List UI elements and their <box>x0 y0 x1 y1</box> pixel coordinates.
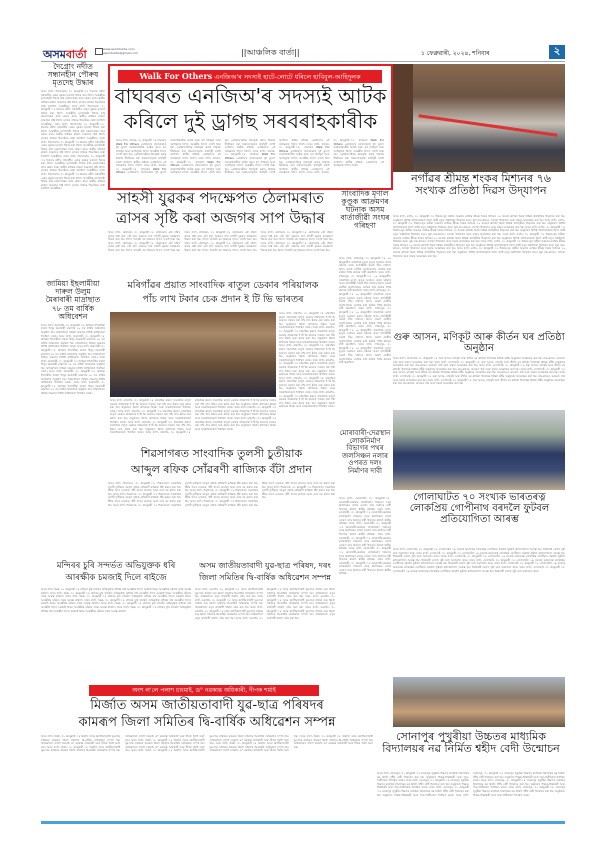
student-headline-line1: অসম জাতীয়তাবাদী যুৱ-ছাত্ৰ পৰিষদ, দৰং <box>199 561 331 570</box>
masthead <box>41 45 565 62</box>
temple-body: অসম বাৰ্তা, ডিব্ৰু, ৩১ জানুৱাৰী ঃ মন্দিৰৰ চুৰি সন্দৰ্ভত অভিযুক্তক ৰাইজে ধৰি আৰক্ষীৰ হাতত চমজাই দিয়ে। আৰক্ষীয়ে ঘটনাৰ তদন্ত আৰম্ভ কৰিছে। অসম বাৰ্তা, ডিব্ৰু, ৩১ জানুৱাৰী ঃ মন্দিৰৰ চুৰি সন্দৰ্ভত অভিযুক্তক ৰাইজে ধৰি আৰক্ষীৰ হাতত চমজাই দিয়ে। আৰক্ষীয়ে ঘটনাৰ তদন্ত আৰম্ভ কৰিছে। অসম বাৰ্তা, ডিব্ৰু, ৩১ জানুৱাৰী ঃ মন্দিৰৰ চুৰি সন্দৰ্ভত অভিযুক্তক ৰাইজে ধৰি আৰক্ষীৰ হাতত চমজাই দিয়ে। আৰক্ষীয়ে ঘটনাৰ তদন্ত আৰম্ভ কৰিছে। অসম বাৰ্তা, ডিব্ৰু, ৩১ জানুৱাৰী ঃ মন্দিৰৰ চুৰি সন্দৰ্ভত অভিযুক্তক ৰাইজে ধৰি আৰক্ষীৰ হাতত চমজাই দিয়ে। আৰক্ষীয়ে ঘটনাৰ তদন্ত আৰম্ভ কৰিছে। অসম বাৰ্তা, ডিব্ৰু, ৩১ জানুৱাৰী ঃ মন্দিৰৰ চুৰি সন্দৰ্ভত অভিযুক্তক ৰাইজে ধৰি আৰক্ষীৰ হাতত চমজাই দিয়ে। আৰক্ষীয়ে ঘটনাৰ তদন্ত আৰম্ভ কৰিছে। অসম বাৰ্তা, ডিব্ৰু, ৩১ জানুৱাৰী ঃ মন্দিৰৰ চুৰি সন্দৰ্ভত অভিযুক্তক ৰাইজে ধৰি আৰক্ষীৰ হাতত চমজাই দিয়ে। আৰক্ষীয়ে ঘটনাৰ তদন্ত আৰম্ভ কৰিছে। <box>41 588 191 613</box>
football-headline: গোলাঘাটত ৭০ সংখ্যক ভাৰতৰত্ন লোকপ্ৰিয় গোপীনাথ বৰদলৈ ফুটবল প্ৰতিযোগিতা আৰম্ভ <box>409 492 550 525</box>
award-headline-line2: আব্দুল ৰফিক সোঁৱৰণী ৰাজ্যিক বঁটা প্ৰদান <box>131 463 312 476</box>
football-body: অসম বাৰ্তা, গোলাঘাট, ৩১ জানুৱাৰী ঃ গোলাঘাটত ৭০ সংখ্যক ভাৰতৰত্ন লোকপ্ৰিয় গোপীনাথ বৰদলৈ ফুটবল প্ৰতিযোগিতা আৰম্ভ হয়। উদ্বোধনী খেলত দুটা দলে অংশগ্ৰহণ কৰে। অসম বাৰ্তা, গোলাঘাট, ৩১ জানুৱাৰী ঃ গোলাঘাটত ৭০ সংখ্যক ভাৰতৰত্ন লোকপ্ৰিয় গোপীনাথ বৰদলৈ ফুটবল প্ৰতিযোগিতা আৰম্ভ হয়। উদ্বোধনী খেলত দুটা দলে অংশগ্ৰহণ কৰে। অসম বাৰ্তা, গোলাঘাট, ৩১ জানুৱাৰী ঃ গোলাঘাটত ৭০ সংখ্যক ভাৰতৰত্ন লোকপ্ৰিয় গোপীনাথ বৰদলৈ ফুটবল প্ৰতিযোগিতা আৰম্ভ হয়। উদ্বোধনী খেলত দুটা দলে অংশগ্ৰহণ কৰে। অসম বাৰ্তা, গোলাঘাট, ৩১ জানুৱাৰী ঃ গোলাঘাটত ৭০ সংখ্যক ভাৰতৰত্ন লোকপ্ৰিয় গোপীনাথ বৰদলৈ ফুটবল প্ৰতিযোগিতা আৰম্ভ হয়। উদ্বোধনী খেলত দুটা দলে অংশগ্ৰহণ কৰে। অসম বাৰ্তা, গোলাঘাট, ৩১ জানুৱাৰী ঃ গোলাঘাটত ৭০ সংখ্যক ভাৰতৰত্ন লোকপ্ৰিয় গোপীনাথ বৰদলৈ ফুটবল প্ৰতিযোগিতা আৰম্ভ হয়। উদ্বোধনী খেলত দুটা দলে অংশগ্ৰহণ কৰে। অসম বাৰ্তা, গোলাঘাট, ৩১ জানুৱাৰী ঃ গোলাঘাটত ৭০ সংখ্যক ভাৰতৰত্ন লোকপ্ৰিয় গোপীনাথ বৰদলৈ ফুটবল প্ৰতিযোগিতা আৰম্ভ হয়। উদ্বোধনী খেলত দুটা দলে অংশগ্ৰহণ কৰে। <box>393 548 565 573</box>
contact-line1: www.asombarta.com <box>103 47 135 51</box>
newspaper-page <box>41 45 565 825</box>
ribbon <box>418 114 557 136</box>
python-headline-line2: ত্ৰাসৰ সৃষ্টি কৰা অজগৰ সাপ উদ্ধাৰ <box>116 209 325 227</box>
mirza-headline-line1: মিৰ্জাত অসম জাতীয়তাবাদী যুৱ-ছাত্ৰ পৰিষদৰ <box>90 698 324 713</box>
lead-headline-line1: বাঘবৰত এনজিঅ'ৰ সদস্যই আটক <box>114 84 387 108</box>
cheque-body-cont: অসম বাৰ্তা, মৰিগাঁও, ৩১ জানুৱাৰী ঃ মৰিগাঁৱৰ প্ৰয়াত সাংবাদিক ৰাতুল ডেকাৰ পৰিয়ালক ই টি ভি ভাৰতৰ তৰফৰ পৰা পাঁচ লাখ টকাৰ চেক প্ৰদান কৰা হয়। অনুষ্ঠানত জিলা প্ৰশাসনৰ বিষয়া আৰু সাংবাদিকসকল উপস্থিত থাকে। অসম বাৰ্তা, মৰিগাঁও, ৩১ জানুৱাৰী ঃ মৰিগাঁৱৰ প্ৰয়াত সাংবাদিক ৰাতুল ডেকাৰ পৰিয়ালক ই টি ভি ভাৰতৰ তৰফৰ পৰা পাঁচ লাখ টকাৰ চেক প্ৰদান কৰা হয়। অনুষ্ঠানত জিলা প্ৰশাসনৰ বিষয়া আৰু সাংবাদিকসকল উপস্থিত থাকে। অসম বাৰ্তা, মৰিগাঁও, ৩১ জানুৱাৰী ঃ মৰিগাঁৱৰ প্ৰয়াত সাংবাদিক ৰাতুল ডেকাৰ পৰিয়ালক ই টি ভি ভাৰতৰ তৰফৰ পৰা পাঁচ লাখ টকাৰ চেক প্ৰদান কৰা হয়। অনুষ্ঠানত জিলা প্ৰশাসনৰ বিষয়া আৰু সাংবাদিকসকল উপস্থিত থাকে। অসম বাৰ্তা, মৰিগাঁও, ৩১ জানুৱাৰী ঃ মৰিগাঁৱৰ প্ৰয়াত সাংবাদিক ৰাতুল ডেকাৰ পৰিয়ালক ই টি ভি ভাৰতৰ তৰফৰ পৰা পাঁচ লাখ টকাৰ চেক প্ৰদান কৰা হয়। অনুষ্ঠানত জিলা প্ৰশাসনৰ বিষয়া আৰু সাংবাদিকসকল উপস্থিত থাকে। অসম বাৰ্তা, মৰিগাঁও, ৩১ জানুৱাৰী ঃ মৰিগাঁৱৰ প্ৰয়াত সাংবাদিক ৰাতুল ডেকাৰ পৰিয়ালক ই টি ভি ভাৰতৰ তৰফৰ পৰা পাঁচ লাখ টকাৰ চেক প্ৰদান কৰা হয়। অনুষ্ঠানত জিলা প্ৰশাসনৰ বিষয়া আৰু সাংবাদিকসকল উপস্থিত থাকে। অসম বাৰ্তা, মৰিগাঁও, ৩১ জানুৱাৰী ঃ মৰিগাঁৱৰ প্ৰয়াত সাংবাদিক ৰাতুল ডেকাৰ পৰিয়ালক ই টি ভি ভাৰতৰ তৰফৰ পৰা পাঁচ লাখ টকাৰ চেক প্ৰদান কৰা হয়। অনুষ্ঠানত জিলা প্ৰশাসনৰ বিষয়া আৰু সাংবাদিকসকল উপস্থিত থাকে। <box>279 312 335 409</box>
python-headline-line1: সাহসী যুৱকৰ পদক্ষেপত ঠেলামৰাত <box>117 189 324 207</box>
award-body: অসম বাৰ্তা, শিৱসাগৰ, ৩১ জানুৱাৰী ঃ শিৱসাগৰত সাংবাদিক তুলসী চুতীয়াক আব্দুল ৰফিক সোঁৱৰণী ৰাজ্যিক বঁটা প্ৰদান কৰা হয়। বঁটাৰ লগত মানপত্ৰ, সঁচী পাতৰ মানপত্ৰ আৰু নগদ ধন প্ৰদান কৰা হয়। অসম বাৰ্তা, শিৱসাগৰ, ৩১ জানুৱাৰী ঃ শিৱসাগৰত সাংবাদিক তুলসী চুতীয়াক আব্দুল ৰফিক সোঁৱৰণী ৰাজ্যিক বঁটা প্ৰদান কৰা হয়। বঁটাৰ লগত মানপত্ৰ, সঁচী পাতৰ মানপত্ৰ আৰু নগদ ধন প্ৰদান কৰা হয়। অসম বাৰ্তা, শিৱসাগৰ, ৩১ জানুৱাৰী ঃ শিৱসাগৰত সাংবাদিক তুলসী চুতীয়াক আব্দুল ৰফিক সোঁৱৰণী ৰাজ্যিক বঁটা প্ৰদান কৰা হয়। বঁটাৰ লগত মানপত্ৰ, সঁচী পাতৰ মানপত্ৰ আৰু নগদ ধন প্ৰদান কৰা হয়। অসম বাৰ্তা, শিৱসাগৰ, ৩১ জানুৱাৰী ঃ শিৱসাগৰত সাংবাদিক তুলসী চুতীয়াক আব্দুল ৰফিক সোঁৱৰণী ৰাজ্যিক বঁটা প্ৰদান কৰা হয়। বঁটাৰ লগত মানপত্ৰ, সঁচী পাতৰ মানপত্ৰ আৰু নগদ ধন প্ৰদান কৰা হয়। অসম বাৰ্তা, শিৱসাগৰ, ৩১ জানুৱাৰী ঃ শিৱসাগৰত সাংবাদিক তুলসী চুতীয়াক আব্দুল ৰফিক সোঁৱৰণী ৰাজ্যিক বঁটা প্ৰদান কৰা হয়। বঁটাৰ লগত মানপত্ৰ, সঁচী পাতৰ মানপত্ৰ আৰু নগদ ধন প্ৰদান কৰা হয়। অসম বাৰ্তা, শিৱসাগৰ, ৩১ জানুৱাৰী ঃ শিৱসাগৰত সাংবাদিক তুলসী চুতীয়াক আব্দুল ৰফিক সোঁৱৰণী ৰাজ্যিক বঁটা প্ৰদান কৰা হয়। বঁটাৰ লগত মানপত্ৰ, সঁচী পাতৰ মানপত্ৰ আৰু নগদ ধন প্ৰদান কৰা হয়। <box>108 482 335 507</box>
left-story2-body: অসম বাৰ্তা, মৈৰাবাৰী, ৩১ জানুৱাৰী ঃ জামিয়া ইছলামীয়া দাৰুল উলুম মৈৰাবাৰী মাদ্ৰাছাৰ ৭৮ তম বাৰ্ষিক অধিবেশন অনুষ্ঠিত হয়। অধিবেশনত বিভিন্ন অঞ্চলৰ বিশিষ্ট ব্যক্তিসকল উপস্থিত থাকে। অসম বাৰ্তা, মৈৰাবাৰী, ৩১ জানুৱাৰী ঃ জামিয়া ইছলামীয়া দাৰুল উলুম মৈৰাবাৰী মাদ্ৰাছাৰ ৭৮ তম বাৰ্ষিক অধিবেশন অনুষ্ঠিত হয়। অধিবেশনত বিভিন্ন অঞ্চলৰ বিশিষ্ট ব্যক্তিসকল উপস্থিত থাকে। অসম বাৰ্তা, মৈৰাবাৰী, ৩১ জানুৱাৰী ঃ জামিয়া ইছলামীয়া দাৰুল উলুম মৈৰাবাৰী মাদ্ৰাছাৰ ৭৮ তম বাৰ্ষিক অধিবেশন অনুষ্ঠিত হয়। অধিবেশনত বিভিন্ন অঞ্চলৰ বিশিষ্ট ব্যক্তিসকল উপস্থিত থাকে। অসম বাৰ্তা, মৈৰাবাৰী, ৩১ জানুৱাৰী ঃ জামিয়া ইছলামীয়া দাৰুল উলুম মৈৰাবাৰী মাদ্ৰাছাৰ ৭৮ তম বাৰ্ষিক অধিবেশন অনুষ্ঠিত হয়। অধিবেশনত বিভিন্ন অঞ্চলৰ বিশিষ্ট ব্যক্তিসকল উপস্থিত থাকে। অসম বাৰ্তা, মৈৰাবাৰী, ৩১ জানুৱাৰী ঃ জামিয়া ইছলামীয়া দাৰুল উলুম মৈৰাবাৰী মাদ্ৰাছাৰ ৭৮ তম বাৰ্ষিক অধিবেশন অনুষ্ঠিত হয়। অধিবেশনত বিভিন্ন অঞ্চলৰ বিশিষ্ট ব্যক্তিসকল উপস্থিত থাকে। অসম বাৰ্তা, মৈৰাবাৰী, ৩১ জানুৱাৰী ঃ জামিয়া ইছলামীয়া দাৰুল উলুম মৈৰাবাৰী মাদ্ৰাছাৰ ৭৮ তম বাৰ্ষিক অধিবেশন অনুষ্ঠিত হয়। অধিবেশনত বিভিন্ন অঞ্চলৰ বিশিষ্ট ব্যক্তিসকল উপস্থিত থাকে। <box>41 323 105 396</box>
cheque-body: অসম বাৰ্তা, মৰিগাঁও, ৩১ জানুৱাৰী ঃ মৰিগাঁৱৰ প্ৰয়াত সাংবাদিক ৰাতুল ডেকাৰ পৰিয়ালক ই টি ভি ভাৰতৰ তৰফৰ পৰা পাঁচ লাখ টকাৰ চেক প্ৰদান কৰা হয়। অনুষ্ঠানত জিলা প্ৰশাসনৰ বিষয়া আৰু সাংবাদিকসকল উপস্থিত থাকে। অসম বাৰ্তা, মৰিগাঁও, ৩১ জানুৱাৰী ঃ মৰিগাঁৱৰ প্ৰয়াত সাংবাদিক ৰাতুল ডেকাৰ পৰিয়ালক ই টি ভি ভাৰতৰ তৰফৰ পৰা পাঁচ লাখ টকাৰ চেক প্ৰদান কৰা হয়। অনুষ্ঠানত জিলা প্ৰশাসনৰ বিষয়া আৰু সাংবাদিকসকল উপস্থিত থাকে। অসম বাৰ্তা, মৰিগাঁও, ৩১ জানুৱাৰী ঃ মৰিগাঁৱৰ প্ৰয়াত সাংবাদিক ৰাতুল ডেকাৰ পৰিয়ালক ই টি ভি ভাৰতৰ তৰফৰ পৰা পাঁচ লাখ টকাৰ চেক প্ৰদান কৰা হয়। অনুষ্ঠানত জিলা প্ৰশাসনৰ বিষয়া আৰু সাংবাদিকসকল উপস্থিত থাকে। অসম বাৰ্তা, মৰিগাঁও, ৩১ জানুৱাৰী ঃ মৰিগাঁৱৰ প্ৰয়াত সাংবাদিক ৰাতুল ডেকাৰ পৰিয়ালক ই টি ভি ভাৰতৰ তৰফৰ পৰা পাঁচ লাখ টকাৰ চেক প্ৰদান কৰা হয়। অনুষ্ঠানত জিলা প্ৰশাসনৰ বিষয়া আৰু সাংবাদিকসকল উপস্থিত থাকে। অসম বাৰ্তা, মৰিগাঁও, ৩১ জানুৱাৰী ঃ মৰিগাঁৱৰ প্ৰয়াত সাংবাদিক ৰাতুল ডেকাৰ পৰিয়ালক ই টি ভি ভাৰতৰ তৰফৰ পৰা পাঁচ লাখ টকাৰ চেক প্ৰদান কৰা হয়। অনুষ্ঠানত জিলা প্ৰশাসনৰ বিষয়া আৰু সাংবাদিকসকল উপস্থিত থাকে। অসম বাৰ্তা, মৰিগাঁও, ৩১ জানুৱাৰী ঃ মৰিগাঁৱৰ প্ৰয়াত সাংবাদিক ৰাতুল ডেকাৰ পৰিয়ালক ই টি ভি ভাৰতৰ তৰফৰ পৰা পাঁচ লাখ টকাৰ চেক প্ৰদান কৰা হয়। অনুষ্ঠানত জিলা প্ৰশাসনৰ বিষয়া আৰু সাংবাদিকসকল উপস্থিত থাকে। <box>110 399 276 435</box>
lead-headline-line2: কৰিলে দুই ড্ৰাগছ সৰবৰাহকাৰীক <box>123 109 378 133</box>
right-top-body: অসম বাৰ্তা, নগাঁও, ৩১ জানুৱাৰী ঃ উজান-পুৰ সত্ৰীয়া অঞ্চলৰ নগাঁৱৰ শ্ৰীমন্ত শংকৰ মিশ্যনৰ ৭৬ সংখ্যক প্ৰতিষ্ঠা দিৱস বিভিন্ন কাৰ্যসূচীৰে উদ্‌যাপন কৰা হয়। অনুষ্ঠানত বিশিষ্ট অতিথিসকলে ফিতা কাটি নতুন অট্টালিকা উদ্বোধন কৰে। পুৱা নাম-প্ৰসংগ, পতাকা উত্তোলন আৰু সভাৰ আয়োজন কৰা হয়। অসম বাৰ্তা, নগাঁও, ৩১ জানুৱাৰী ঃ উজান-পুৰ সত্ৰীয়া অঞ্চলৰ নগাঁৱৰ শ্ৰীমন্ত শংকৰ মিশ্যনৰ ৭৬ সংখ্যক প্ৰতিষ্ঠা দিৱস বিভিন্ন কাৰ্যসূচীৰে উদ্‌যাপন কৰা হয়। অনুষ্ঠানত বিশিষ্ট অতিথিসকলে ফিতা কাটি নতুন অট্টালিকা উদ্বোধন কৰে। পুৱা নাম-প্ৰসংগ, পতাকা উত্তোলন আৰু সভাৰ আয়োজন কৰা হয়। অসম বাৰ্তা, নগাঁও, ৩১ জানুৱাৰী ঃ উজান-পুৰ সত্ৰীয়া অঞ্চলৰ নগাঁৱৰ শ্ৰীমন্ত শংকৰ মিশ্যনৰ ৭৬ সংখ্যক প্ৰতিষ্ঠা দিৱস বিভিন্ন কাৰ্যসূচীৰে উদ্‌যাপন কৰা হয়। অনুষ্ঠানত বিশিষ্ট অতিথিসকলে ফিতা কাটি নতুন অট্টালিকা উদ্বোধন কৰে। পুৱা নাম-প্ৰসংগ, পতাকা উত্তোলন আৰু সভাৰ আয়োজন কৰা হয়। অসম বাৰ্তা, নগাঁও, ৩১ জানুৱাৰী ঃ উজান-পুৰ সত্ৰীয়া অঞ্চলৰ নগাঁৱৰ শ্ৰীমন্ত শংকৰ মিশ্যনৰ ৭৬ সংখ্যক প্ৰতিষ্ঠা দিৱস বিভিন্ন কাৰ্যসূচীৰে উদ্‌যাপন কৰা হয়। অনুষ্ঠানত বিশিষ্ট অতিথিসকলে ফিতা কাটি নতুন অট্টালিকা উদ্বোধন কৰে। পুৱা নাম-প্ৰসংগ, পতাকা উত্তোলন আৰু সভাৰ আয়োজন কৰা হয়। অসম বাৰ্তা, নগাঁও, ৩১ জানুৱাৰী ঃ উজান-পুৰ সত্ৰীয়া অঞ্চলৰ নগাঁৱৰ শ্ৰীমন্ত শংকৰ মিশ্যনৰ ৭৬ সংখ্যক প্ৰতিষ্ঠা দিৱস বিভিন্ন কাৰ্যসূচীৰে উদ্‌যাপন কৰা হয়। অনুষ্ঠানত বিশিষ্ট অতিথিসকলে ফিতা কাটি নতুন অট্টালিকা উদ্বোধন কৰে। পুৱা নাম-প্ৰসংগ, পতাকা উত্তোলন আৰু সভাৰ আয়োজন কৰা হয়। অসম বাৰ্তা, নগাঁও, ৩১ জানুৱাৰী ঃ উজান-পুৰ সত্ৰীয়া অঞ্চলৰ নগাঁৱৰ শ্ৰীমন্ত শংকৰ মিশ্যনৰ ৭৬ সংখ্যক প্ৰতিষ্ঠা দিৱস বিভিন্ন কাৰ্যসূচীৰে উদ্‌যাপন কৰা হয়। অনুষ্ঠানত বিশিষ্ট অতিথিসকলে ফিতা কাটি নতুন অট্টালিকা উদ্বোধন কৰে। পুৱা নাম-প্ৰসংগ, পতাকা উত্তোলন আৰু সভাৰ আয়োজন কৰা হয়। <box>393 215 565 258</box>
cheque-headline-line2: পাঁচ লাখ টকাৰ চেক প্ৰদান ই টি ভি ভাৰতৰ <box>142 294 304 305</box>
student-headline-line2: জিলা সমিতিৰ দ্বি-বাৰ্ষিক অধিৱেশন সম্পন্ন <box>199 573 331 582</box>
award-headline-line1: শিৱসাগৰত সাংবাদিক তুলসী চুতীয়াক <box>140 447 303 460</box>
left-story1-headline: দৈগ্ৰোং নদীত সন্ধানহীন পৌৰুষ মৃতদেহ উদ্ধাৰ <box>47 62 99 88</box>
left-story2-headline: জামিয়া ইছলামীয়া দাৰুল উলুম মৈৰাবাৰী মাদ্ৰাছাত ৭৮ তম বাৰ্ষিক অধিবেশন <box>45 279 101 321</box>
mirza-kicker: অংশ ল'লে পলাশ চাংমাই, ড° নৱকান্ত অধিকাৰী, দীপক শৰ্মাই <box>89 685 319 696</box>
inauguration-photo <box>393 64 565 172</box>
road-body: অসম বাৰ্তা, মোৰাবাৰী, ৩১ জানুৱাৰী ঃ মোৰাবাৰী-দেৱস্থান লোকনিৰ্মাণ বিভাগৰ পথৰ জলসিঞ্চন নলাৰ ওপৰত দলং নিৰ্মাণৰ দাবী উত্থাপন কৰিছে স্থানীয় ৰাইজে। অসম বাৰ্তা, মোৰাবাৰী, ৩১ জানুৱাৰী ঃ মোৰাবাৰী-দেৱস্থান লোকনিৰ্মাণ বিভাগৰ পথৰ জলসিঞ্চন নলাৰ ওপৰত দলং নিৰ্মাণৰ দাবী উত্থাপন কৰিছে স্থানীয় ৰাইজে। অসম বাৰ্তা, মোৰাবাৰী, ৩১ জানুৱাৰী ঃ মোৰাবাৰী-দেৱস্থান লোকনিৰ্মাণ বিভাগৰ পথৰ জলসিঞ্চন নলাৰ ওপৰত দলং নিৰ্মাণৰ দাবী উত্থাপন কৰিছে স্থানীয় ৰাইজে। অসম বাৰ্তা, মোৰাবাৰী, ৩১ জানুৱাৰী ঃ মোৰাবাৰী-দেৱস্থান লোকনিৰ্মাণ বিভাগৰ পথৰ জলসিঞ্চন নলাৰ ওপৰত দলং নিৰ্মাণৰ দাবী উত্থাপন কৰিছে স্থানীয় ৰাইজে। অসম বাৰ্তা, মোৰাবাৰী, ৩১ জানুৱাৰী ঃ মোৰাবাৰী-দেৱস্থান লোকনিৰ্মাণ বিভাগৰ পথৰ জলসিঞ্চন নলাৰ ওপৰত দলং নিৰ্মাণৰ দাবী উত্থাপন কৰিছে স্থানীয় ৰাইজে। অসম বাৰ্তা, মোৰাবাৰী, ৩১ জানুৱাৰী ঃ মোৰাবাৰী-দেৱস্থান লোকনিৰ্মাণ বিভাগৰ পথৰ জলসিঞ্চন নলাৰ ওপৰত দলং নিৰ্মাণৰ দাবী উত্থাপন কৰিছে স্থানীয় ৰাইজে। <box>339 497 391 576</box>
kicker-english: Walk For Others <box>139 71 213 81</box>
football-team-photo <box>393 410 565 490</box>
sonapur-photo <box>393 677 565 727</box>
mail-icon <box>95 48 103 55</box>
issue-date: ১ ফেব্ৰুৱাৰী, ২০২৪, শনিবাৰ <box>421 50 490 57</box>
page-number: ২ <box>549 45 565 59</box>
left-column <box>41 63 105 603</box>
lead-story-box <box>108 64 393 190</box>
rally-headline: গুৰু আসন, মণিকূট আৰু কীৰ্তন ঘৰ প্ৰতিষ্ঠা অনুষ্ঠান <box>393 332 565 354</box>
journalist-headline: সাংবাদিক মৃণাল কুণ্ডুক আক্ৰমণৰ ঘটনাক অসম বাৰ্তাজীৱী সংঘৰ গৰিহণা <box>340 189 390 231</box>
python-body: অসম বাৰ্তা, ঠেলামৰা, ৩১ জানুৱাৰী ঃ ঠেলামৰাৰ এটা গাঁৱত ত্ৰাসৰ সৃষ্টি কৰা এটা বৃহৎ অজগৰ সাপ সাহসী যুৱকৰ পদক্ষেপত উদ্ধাৰ কৰা হয়। পিছত সাপটো বন বিভাগৰ হাতত গতাই দিয়া হয়। অসম বাৰ্তা, ঠেলামৰা, ৩১ জানুৱাৰী ঃ ঠেলামৰাৰ এটা গাঁৱত ত্ৰাসৰ সৃষ্টি কৰা এটা বৃহৎ অজগৰ সাপ সাহসী যুৱকৰ পদক্ষেপত উদ্ধাৰ কৰা হয়। পিছত সাপটো বন বিভাগৰ হাতত গতাই দিয়া হয়। অসম বাৰ্তা, ঠেলামৰা, ৩১ জানুৱাৰী ঃ ঠেলামৰাৰ এটা গাঁৱত ত্ৰাসৰ সৃষ্টি কৰা এটা বৃহৎ অজগৰ সাপ সাহসী যুৱকৰ পদক্ষেপত উদ্ধাৰ কৰা হয়। পিছত সাপটো বন বিভাগৰ হাতত গতাই দিয়া হয়। অসম বাৰ্তা, ঠেলামৰা, ৩১ জানুৱাৰী ঃ ঠেলামৰাৰ এটা গাঁৱত ত্ৰাসৰ সৃষ্টি কৰা এটা বৃহৎ অজগৰ সাপ সাহসী যুৱকৰ পদক্ষেপত উদ্ধাৰ কৰা হয়। পিছত সাপটো বন বিভাগৰ হাতত গতাই দিয়া হয়। অসম বাৰ্তা, ঠেলামৰা, ৩১ জানুৱাৰী ঃ ঠেলামৰাৰ এটা গাঁৱত ত্ৰাসৰ সৃষ্টি কৰা এটা বৃহৎ অজগৰ সাপ সাহসী যুৱকৰ পদক্ষেপত উদ্ধাৰ কৰা হয়। পিছত সাপটো বন বিভাগৰ হাতত গতাই দিয়া হয়। অসম বাৰ্তা, ঠেলামৰা, ৩১ জানুৱাৰী ঃ ঠেলামৰাৰ এটা গাঁৱত ত্ৰাসৰ সৃষ্টি কৰা এটা বৃহৎ অজগৰ সাপ সাহসী যুৱকৰ পদক্ষেপত উদ্ধাৰ কৰা হয়। পিছত সাপটো বন বিভাগৰ হাতত গতাই দিয়া হয়। <box>108 231 333 252</box>
sonapur-body: অসম বাৰ্তা, সোনাপুৰ, ৩১ জানুৱাৰী ঃ সোনাপুৰ পুখুৰীয়া উচ্চতৰ মাধ্যমিক বিদ্যালয়ৰ নৱ নিৰ্মিত শ্বহীদ বেদী উন্মোচন কৰা হয়। অনুষ্ঠানত শিক্ষক-শিক্ষয়িত্ৰী আৰু ছাত্ৰ-ছাত্ৰীসকল উপস্থিত থাকে। অসম বাৰ্তা, সোনাপুৰ, ৩১ জানুৱাৰী ঃ সোনাপুৰ পুখুৰীয়া উচ্চতৰ মাধ্যমিক বিদ্যালয়ৰ নৱ নিৰ্মিত শ্বহীদ বেদী উন্মোচন কৰা হয়। অনুষ্ঠানত শিক্ষক-শিক্ষয়িত্ৰী আৰু ছাত্ৰ-ছাত্ৰীসকল উপস্থিত থাকে। অসম বাৰ্তা, সোনাপুৰ, ৩১ জানুৱাৰী ঃ সোনাপুৰ পুখুৰীয়া উচ্চতৰ মাধ্যমিক বিদ্যালয়ৰ নৱ নিৰ্মিত শ্বহীদ বেদী উন্মোচন কৰা হয়। অনুষ্ঠানত শিক্ষক-শিক্ষয়িত্ৰী আৰু ছাত্ৰ-ছাত্ৰীসকল উপস্থিত থাকে। অসম বাৰ্তা, সোনাপুৰ, ৩১ জানুৱাৰী ঃ সোনাপুৰ পুখুৰীয়া উচ্চতৰ মাধ্যমিক বিদ্যালয়ৰ নৱ নিৰ্মিত শ্বহীদ বেদী উন্মোচন কৰা হয়। অনুষ্ঠানত শিক্ষক-শিক্ষয়িত্ৰী আৰু ছাত্ৰ-ছাত্ৰীসকল উপস্থিত থাকে। অসম বাৰ্তা, সোনাপুৰ, ৩১ জানুৱাৰী ঃ সোনাপুৰ পুখুৰীয়া উচ্চতৰ মাধ্যমিক বিদ্যালয়ৰ নৱ নিৰ্মিত শ্বহীদ বেদী উন্মোচন কৰা হয়। অনুষ্ঠানত শিক্ষক-শিক্ষয়িত্ৰী আৰু ছাত্ৰ-ছাত্ৰীসকল উপস্থিত থাকে। অসম বাৰ্তা, সোনাপুৰ, ৩১ জানুৱাৰী ঃ সোনাপুৰ পুখুৰীয়া উচ্চতৰ মাধ্যমিক বিদ্যালয়ৰ নৱ নিৰ্মিত শ্বহীদ বেদী উন্মোচন কৰা হয়। অনুষ্ঠানত শিক্ষক-শিক্ষয়িত্ৰী আৰু ছাত্ৰ-ছাত্ৰীসকল উপস্থিত থাকে। <box>377 772 565 797</box>
journalist-body: অসম বাৰ্তা, লখিমপুৰ, ৩১ জানুৱাৰী ঃ ২৯ জানুৱাৰীত সাংবাদিক মৃণাল কুণ্ডুক আক্ৰমণ কৰাৰ ঘটনাক অসম বাৰ্তাজীৱী সংঘই তীব্ৰ গৰিহণা দিছে। সংঘই দোষীক অনতিপলমে গ্ৰেপ্তাৰ কৰি কঠোৰ শাস্তি প্ৰদানৰ দাবী জনাইছে। অসম বাৰ্তা, লখিমপুৰ, ৩১ জানুৱাৰী ঃ ২৯ জানুৱাৰীত সাংবাদিক মৃণাল কুণ্ডুক আক্ৰমণ কৰাৰ ঘটনাক অসম বাৰ্তাজীৱী সংঘই তীব্ৰ গৰিহণা দিছে। সংঘই দোষীক অনতিপলমে গ্ৰেপ্তাৰ কৰি কঠোৰ শাস্তি প্ৰদানৰ দাবী জনাইছে। অসম বাৰ্তা, লখিমপুৰ, ৩১ জানুৱাৰী ঃ ২৯ জানুৱাৰীত সাংবাদিক মৃণাল কুণ্ডুক আক্ৰমণ কৰাৰ ঘটনাক অসম বাৰ্তাজীৱী সংঘই তীব্ৰ গৰিহণা দিছে। সংঘই দোষীক অনতিপলমে গ্ৰেপ্তাৰ কৰি কঠোৰ শাস্তি প্ৰদানৰ দাবী জনাইছে। অসম বাৰ্তা, লখিমপুৰ, ৩১ জানুৱাৰী ঃ ২৯ জানুৱাৰীত সাংবাদিক মৃণাল কুণ্ডুক আক্ৰমণ কৰাৰ ঘটনাক অসম বাৰ্তাজীৱী সংঘই তীব্ৰ গৰিহণা দিছে। সংঘই দোষীক অনতিপলমে গ্ৰেপ্তাৰ কৰি কঠোৰ শাস্তি প্ৰদানৰ দাবী জনাইছে। অসম বাৰ্তা, লখিমপুৰ, ৩১ জানুৱাৰী ঃ ২৯ জানুৱাৰীত সাংবাদিক মৃণাল কুণ্ডুক আক্ৰমণ কৰাৰ ঘটনাক অসম বাৰ্তাজীৱী সংঘই তীব্ৰ গৰিহণা দিছে। সংঘই দোষীক অনতিপলমে গ্ৰেপ্তাৰ কৰি কঠোৰ শাস্তি প্ৰদানৰ দাবী জনাইছে। অসম বাৰ্তা, লখিমপুৰ, ৩১ জানুৱাৰী ঃ ২৯ জানুৱাৰীত সাংবাদিক মৃণাল কুণ্ডুক আক্ৰমণ কৰাৰ ঘটনাক অসম বাৰ্তাজীৱী সংঘই তীব্ৰ গৰিহণা দিছে। সংঘই দোষীক অনতিপলমে গ্ৰেপ্তাৰ কৰি কঠোৰ শাস্তি প্ৰদানৰ দাবী জনাইছে। <box>339 257 391 365</box>
student-body: অসম বাৰ্তা, মঙলদৈ, ৩১ জানুৱাৰী ঃ অসম জাতীয়তাবাদী যুৱ-ছাত্ৰ পৰিষদ দৰং জিলা সমিতিৰ দ্বি-বাৰ্ষিক অধিৱেশন সম্পন্ন হয়। অধিৱেশনত নতুন কাৰ্যবাহী সমিতি গঠন কৰা হয়। অসম বাৰ্তা, মঙলদৈ, ৩১ জানুৱাৰী ঃ অসম জাতীয়তাবাদী যুৱ-ছাত্ৰ পৰিষদ দৰং জিলা সমিতিৰ দ্বি-বাৰ্ষিক অধিৱেশন সম্পন্ন হয়। অধিৱেশনত নতুন কাৰ্যবাহী সমিতি গঠন কৰা হয়। অসম বাৰ্তা, মঙলদৈ, ৩১ জানুৱাৰী ঃ অসম জাতীয়তাবাদী যুৱ-ছাত্ৰ পৰিষদ দৰং জিলা সমিতিৰ দ্বি-বাৰ্ষিক অধিৱেশন সম্পন্ন হয়। অধিৱেশনত নতুন কাৰ্যবাহী সমিতি গঠন কৰা হয়। অসম বাৰ্তা, মঙলদৈ, ৩১ জানুৱাৰী ঃ অসম জাতীয়তাবাদী যুৱ-ছাত্ৰ পৰিষদ দৰং জিলা সমিতিৰ দ্বি-বাৰ্ষিক অধিৱেশন সম্পন্ন হয়। অধিৱেশনত নতুন কাৰ্যবাহী সমিতি গঠন কৰা হয়। অসম বাৰ্তা, মঙলদৈ, ৩১ জানুৱাৰী ঃ অসম জাতীয়তাবাদী যুৱ-ছাত্ৰ পৰিষদ দৰং জিলা সমিতিৰ দ্বি-বাৰ্ষিক অধিৱেশন সম্পন্ন হয়। অধিৱেশনত নতুন কাৰ্যবাহী সমিতি গঠন কৰা হয়। অসম বাৰ্তা, মঙলদৈ, ৩১ জানুৱাৰী ঃ অসম জাতীয়তাবাদী যুৱ-ছাত্ৰ পৰিষদ দৰং জিলা সমিতিৰ দ্বি-বাৰ্ষিক অধিৱেশন সম্পন্ন হয়। অধিৱেশনত নতুন কাৰ্যবাহী সমিতি গঠন কৰা হয়। <box>195 588 335 620</box>
lead-body: অসম বাৰ্তা, বাঘবৰ, ৩১ জানুৱাৰী ঃ বাঘবৰত Walk For Others এনজিঅ'ৰ সদস্যসকলে দুই ড্ৰাগছ সৰবৰাহকাৰীক আটক কৰে। ধৃত হাবিবুল আৰু আহিদুলক পিছত আৰক্ষীৰ হাতত গতাই দিয়া হয়। এনজিঅ'টোৱে নিচাযুক্ত দ্ৰব্যৰ বিৰুদ্ধে দীৰ্ঘদিনৰ পৰা সজাগতামূলক কাৰ্যসূচী চলাই আহিছে। স্থানীয় ৰাইজে এনজিঅ'ৰ এই পদক্ষেপক শলাগ লৈছে। অসম বাৰ্তা, বাঘবৰ, ৩১ জানুৱাৰী ঃ বাঘবৰত Walk For Others এনজিঅ'ৰ সদস্যসকলে দুই ড্ৰাগছ সৰবৰাহকাৰীক আটক কৰে। ধৃত হাবিবুল আৰু আহিদুলক পিছত আৰক্ষীৰ হাতত গতাই দিয়া হয়। এনজিঅ'টোৱে নিচাযুক্ত দ্ৰব্যৰ বিৰুদ্ধে দীৰ্ঘদিনৰ পৰা সজাগতামূলক কাৰ্যসূচী চলাই আহিছে। স্থানীয় ৰাইজে এনজিঅ'ৰ এই পদক্ষেপক শলাগ লৈছে। অসম বাৰ্তা, বাঘবৰ, ৩১ জানুৱাৰী ঃ বাঘবৰত Walk For Others এনজিঅ'ৰ সদস্যসকলে দুই ড্ৰাগছ সৰবৰাহকাৰীক আটক কৰে। ধৃত হাবিবুল আৰু আহিদুলক পিছত আৰক্ষীৰ হাতত গতাই দিয়া হয়। এনজিঅ'টোৱে নিচাযুক্ত দ্ৰব্যৰ বিৰুদ্ধে দীৰ্ঘদিনৰ পৰা সজাগতামূলক কাৰ্যসূচী চলাই আহিছে। স্থানীয় ৰাইজে এনজিঅ'ৰ এই পদক্ষেপক শলাগ লৈছে। অসম বাৰ্তা, বাঘবৰ, ৩১ জানুৱাৰী ঃ বাঘবৰত Walk For Others এনজিঅ'ৰ সদস্যসকলে দুই ড্ৰাগছ সৰবৰাহকাৰীক আটক কৰে। ধৃত হাবিবুল আৰু আহিদুলক পিছত আৰক্ষীৰ হাতত গতাই দিয়া হয়। এনজিঅ'টোৱে নিচাযুক্ত দ্ৰব্যৰ বিৰুদ্ধে দীৰ্ঘদিনৰ পৰা সজাগতামূলক কাৰ্যসূচী চলাই আহিছে। স্থানীয় ৰাইজে এনজিঅ'ৰ এই পদক্ষেপক শলাগ লৈছে। অসম বাৰ্তা, বাঘবৰ, ৩১ জানুৱাৰী ঃ বাঘবৰত Walk For Others এনজিঅ'ৰ সদস্যসকলে দুই ড্ৰাগছ সৰবৰাহকাৰীক আটক কৰে। ধৃত হাবিবুল আৰু আহিদুলক পিছত আৰক্ষীৰ হাতত গতাই দিয়া হয়। এনজিঅ'টোৱে নিচাযুক্ত দ্ৰব্যৰ বিৰুদ্ধে দীৰ্ঘদিনৰ পৰা সজাগতামূলক কাৰ্যসূচী চলাই আহিছে। স্থানীয় ৰাইজে এনজিঅ'ৰ এই পদক্ষেপক শলাগ লৈছে। অসম বাৰ্তা, বাঘবৰ, ৩১ জানুৱাৰী ঃ বাঘবৰত Walk For Others এনজিঅ'ৰ সদস্যসকলে দুই ড্ৰাগছ সৰবৰাহকাৰীক আটক কৰে। ধৃত হাবিবুল আৰু আহিদুলক পিছত আৰক্ষীৰ হাতত গতাই দিয়া হয়। এনজিঅ'টোৱে নিচাযুক্ত দ্ৰব্যৰ বিৰুদ্ধে দীৰ্ঘদিনৰ পৰা সজাগতামূলক কাৰ্যসূচী চলাই আহিছে। স্থানীয় ৰাইজে এনজিঅ'ৰ এই পদক্ষেপক শলাগ লৈছে। <box>116 139 384 175</box>
bottom-rule <box>41 821 565 824</box>
cheque-ceremony-photo <box>110 312 276 397</box>
lead-kicker <box>118 70 382 83</box>
mirza-headline-line2: কামৰূপ জিলা সমিতিৰ দ্বি-বাৰ্ষিক অধিৱেশন সম্পন্ন <box>78 715 336 730</box>
logo-part1: অসম <box>43 48 66 61</box>
rally-body: অসম বাৰ্তা, গোলাঘাট, ৩১ জানুৱাৰী ঃ গুৰু আসন, মণিকূট আৰু কীৰ্তন ঘৰ প্ৰতিষ্ঠা উপলক্ষে বিভিন্ন ধৰ্মীয় অনুষ্ঠানৰ আয়োজন কৰা হয়। নাম-প্ৰসংগ, ভাগৱত পাঠ আৰু সভাৰ আয়োজন কৰা হয়। অসম বাৰ্তা, গোলাঘাট, ৩১ জানুৱাৰী ঃ গুৰু আসন, মণিকূট আৰু কীৰ্তন ঘৰ প্ৰতিষ্ঠা উপলক্ষে বিভিন্ন ধৰ্মীয় অনুষ্ঠানৰ আয়োজন কৰা হয়। নাম-প্ৰসংগ, ভাগৱত পাঠ আৰু সভাৰ আয়োজন কৰা হয়। অসম বাৰ্তা, গোলাঘাট, ৩১ জানুৱাৰী ঃ গুৰু আসন, মণিকূট আৰু কীৰ্তন ঘৰ প্ৰতিষ্ঠা উপলক্ষে বিভিন্ন ধৰ্মীয় অনুষ্ঠানৰ আয়োজন কৰা হয়। নাম-প্ৰসংগ, ভাগৱত পাঠ আৰু সভাৰ আয়োজন কৰা হয়। অসম বাৰ্তা, গোলাঘাট, ৩১ জানুৱাৰী ঃ গুৰু আসন, মণিকূট আৰু কীৰ্তন ঘৰ প্ৰতিষ্ঠা উপলক্ষে বিভিন্ন ধৰ্মীয় অনুষ্ঠানৰ আয়োজন কৰা হয়। নাম-প্ৰসংগ, ভাগৱত পাঠ আৰু সভাৰ আয়োজন কৰা হয়। অসম বাৰ্তা, গোলাঘাট, ৩১ জানুৱাৰী ঃ গুৰু আসন, মণিকূট আৰু কীৰ্তন ঘৰ প্ৰতিষ্ঠা উপলক্ষে বিভিন্ন ধৰ্মীয় অনুষ্ঠানৰ আয়োজন কৰা হয়। নাম-প্ৰসংগ, ভাগৱত পাঠ আৰু সভাৰ আয়োজন কৰা হয়। অসম বাৰ্তা, গোলাঘাট, ৩১ জানুৱাৰী ঃ গুৰু আসন, মণিকূট আৰু কীৰ্তন ঘৰ প্ৰতিষ্ঠা উপলক্ষে বিভিন্ন ধৰ্মীয় অনুষ্ঠানৰ আয়োজন কৰা হয়। নাম-প্ৰসংগ, ভাগৱত পাঠ আৰু সভাৰ আয়োজন কৰা হয়। <box>393 357 565 386</box>
cheque-headline-line1: মৰিগাঁৱৰ প্ৰয়াত সাংবাদিক ৰাতুল ডেকাৰ পৰিয়ালক <box>127 280 319 291</box>
sonapur-headline: সোনাপুৰ পুখুৰীয়া উচ্চতৰ মাধ্যমিক বিদ্যালয়ৰ নৱ নিৰ্মিত শ্বহীদ বেদী উন্মোচন <box>382 730 560 755</box>
right-top-headline: নগাঁৱৰ শ্ৰীমন্ত শংকৰ মিশ্যনৰ ৭৬ সংখ্যক প্ৰতিষ্ঠা দিৱস উদ্‌যাপন <box>411 172 551 197</box>
kicker-rest: এনজিঅ'ৰ সদস্যই হাটে-লোটে ধৰিলে হাবিবুল-আহিদুলক <box>214 73 361 81</box>
temple-headline-line2: আৰক্ষীক চমজাই দিলে ৰাইজে <box>65 573 167 583</box>
road-headline: মোৰাবাৰী-দেৱস্থান লোকনিৰ্মাণ বিভাগৰ পথৰ জলসিঞ্চন নলাৰ ওপৰত দলং নিৰ্মাণৰ দাবী <box>339 429 391 475</box>
logo-part2: বাৰ্তা <box>65 48 87 61</box>
mirza-body: অসম বাৰ্তা, মিৰ্জা, ৩১ জানুৱাৰী ঃ মিৰ্জাত অসম জাতীয়তাবাদী যুৱ-ছাত্ৰ পৰিষদৰ কামৰূপ জিলা সমিতিৰ দ্বি-বাৰ্ষিক অধিৱেশন সম্পন্ন হয়। অধিৱেশনত পলাশ চাংমাই, ড° নৱকান্ত অধিকাৰী আৰু দীপক শৰ্মাই অংশ লয়। অসম বাৰ্তা, মিৰ্জা, ৩১ জানুৱাৰী ঃ মিৰ্জাত অসম জাতীয়তাবাদী যুৱ-ছাত্ৰ পৰিষদৰ কামৰূপ জিলা সমিতিৰ দ্বি-বাৰ্ষিক অধিৱেশন সম্পন্ন হয়। অধিৱেশনত পলাশ চাংমাই, ড° নৱকান্ত অধিকাৰী আৰু দীপক শৰ্মাই অংশ লয়। অসম বাৰ্তা, মিৰ্জা, ৩১ জানুৱাৰী ঃ মিৰ্জাত অসম জাতীয়তাবাদী যুৱ-ছাত্ৰ পৰিষদৰ কামৰূপ জিলা সমিতিৰ দ্বি-বাৰ্ষিক অধিৱেশন সম্পন্ন হয়। অধিৱেশনত পলাশ চাংমাই, ড° নৱকান্ত অধিকাৰী আৰু দীপক শৰ্মাই অংশ লয়। অসম বাৰ্তা, মিৰ্জা, ৩১ জানুৱাৰী ঃ মিৰ্জাত অসম জাতীয়তাবাদী যুৱ-ছাত্ৰ পৰিষদৰ কামৰূপ জিলা সমিতিৰ দ্বি-বাৰ্ষিক অধিৱেশন সম্পন্ন হয়। অধিৱেশনত পলাশ চাংমাই, ড° নৱকান্ত অধিকাৰী আৰু দীপক শৰ্মাই অংশ লয়। অসম বাৰ্তা, মিৰ্জা, ৩১ জানুৱাৰী ঃ মিৰ্জাত অসম জাতীয়তাবাদী যুৱ-ছাত্ৰ পৰিষদৰ কামৰূপ জিলা সমিতিৰ দ্বি-বাৰ্ষিক অধিৱেশন সম্পন্ন হয়। অধিৱেশনত পলাশ চাংমাই, ড° নৱকান্ত অধিকাৰী আৰু দীপক শৰ্মাই অংশ লয়। অসম বাৰ্তা, মিৰ্জা, ৩১ জানুৱাৰী ঃ মিৰ্জাত অসম জাতীয়তাবাদী যুৱ-ছাত্ৰ পৰিষদৰ কামৰূপ জিলা সমিতিৰ দ্বি-বাৰ্ষিক অধিৱেশন সম্পন্ন হয়। অধিৱেশনত পলাশ চাংমাই, ড° নৱকান্ত অধিকাৰী আৰু দীপক শৰ্মাই অংশ লয়। <box>41 735 373 753</box>
contact-line2: asombarta@gmail.com <box>103 51 138 55</box>
contact-info <box>103 47 138 55</box>
photo-door <box>393 64 413 172</box>
section-title: ||আঞ্চলিক বাৰ্তা|| <box>241 48 300 57</box>
left-story1-body: অসম বাৰ্তা, উদালগুৰি, ৩১ জানুৱাৰী ঃ দৈগ্ৰোং নদীত সন্ধানহীন এজন যুৱকৰ মৃতদেহ উদ্ধাৰ কৰা হৈছে। আৰক্ষীয়ে মৃতদেহটো উদ্ধাৰ কৰি ময়নাতদন্তৰ বাবে প্ৰেৰণ কৰে। স্থানীয় ৰাইজৰ মাজত চাঞ্চল্যৰ সৃষ্টি হৈছে। মৃতকৰ পৰিচয় উদ্ঘাটনৰ চেষ্টা চলাইছে আৰক্ষীয়ে। অসম বাৰ্তা, উদালগুৰি, ৩১ জানুৱাৰী ঃ দৈগ্ৰোং নদীত সন্ধানহীন এজন যুৱকৰ মৃতদেহ উদ্ধাৰ কৰা হৈছে। আৰক্ষীয়ে মৃতদেহটো উদ্ধাৰ কৰি ময়নাতদন্তৰ বাবে প্ৰেৰণ কৰে। স্থানীয় ৰাইজৰ মাজত চাঞ্চল্যৰ সৃষ্টি হৈছে। মৃতকৰ পৰিচয় উদ্ঘাটনৰ চেষ্টা চলাইছে আৰক্ষীয়ে। অসম বাৰ্তা, উদালগুৰি, ৩১ জানুৱাৰী ঃ দৈগ্ৰোং নদীত সন্ধানহীন এজন যুৱকৰ মৃতদেহ উদ্ধাৰ কৰা হৈছে। আৰক্ষীয়ে মৃতদেহটো উদ্ধাৰ কৰি ময়নাতদন্তৰ বাবে প্ৰেৰণ কৰে। স্থানীয় ৰাইজৰ মাজত চাঞ্চল্যৰ সৃষ্টি হৈছে। মৃতকৰ পৰিচয় উদ্ঘাটনৰ চেষ্টা চলাইছে আৰক্ষীয়ে। অসম বাৰ্তা, উদালগুৰি, ৩১ জানুৱাৰী ঃ দৈগ্ৰোং নদীত সন্ধানহীন এজন যুৱকৰ মৃতদেহ উদ্ধাৰ কৰা হৈছে। আৰক্ষীয়ে মৃতদেহটো উদ্ধাৰ কৰি ময়নাতদন্তৰ বাবে প্ৰেৰণ কৰে। স্থানীয় ৰাইজৰ মাজত চাঞ্চল্যৰ সৃষ্টি হৈছে। মৃতকৰ পৰিচয় উদ্ঘাটনৰ চেষ্টা চলাইছে আৰক্ষীয়ে। অসম বাৰ্তা, উদালগুৰি, ৩১ জানুৱাৰী ঃ দৈগ্ৰোং নদীত সন্ধানহীন এজন যুৱকৰ মৃতদেহ উদ্ধাৰ কৰা হৈছে। আৰক্ষীয়ে মৃতদেহটো উদ্ধাৰ কৰি ময়নাতদন্তৰ বাবে প্ৰেৰণ কৰে। স্থানীয় ৰাইজৰ মাজত চাঞ্চল্যৰ সৃষ্টি হৈছে। মৃতকৰ পৰিচয় উদ্ঘাটনৰ চেষ্টা চলাইছে আৰক্ষীয়ে। অসম বাৰ্তা, উদালগুৰি, ৩১ জানুৱাৰী ঃ দৈগ্ৰোং নদীত সন্ধানহীন এজন যুৱকৰ মৃতদেহ উদ্ধাৰ কৰা হৈছে। আৰক্ষীয়ে মৃতদেহটো উদ্ধাৰ কৰি ময়নাতদন্তৰ বাবে প্ৰেৰণ কৰে। স্থানীয় ৰাইজৰ মাজত চাঞ্চল্যৰ সৃষ্টি হৈছে। মৃতকৰ পৰিচয় উদ্ঘাটনৰ চেষ্টা চলাইছে আৰক্ষীয়ে। <box>41 90 105 191</box>
temple-headline-line1: মন্দিৰৰ চুৰি সন্দৰ্ভত অভিযুক্তক ধৰি <box>56 561 176 571</box>
